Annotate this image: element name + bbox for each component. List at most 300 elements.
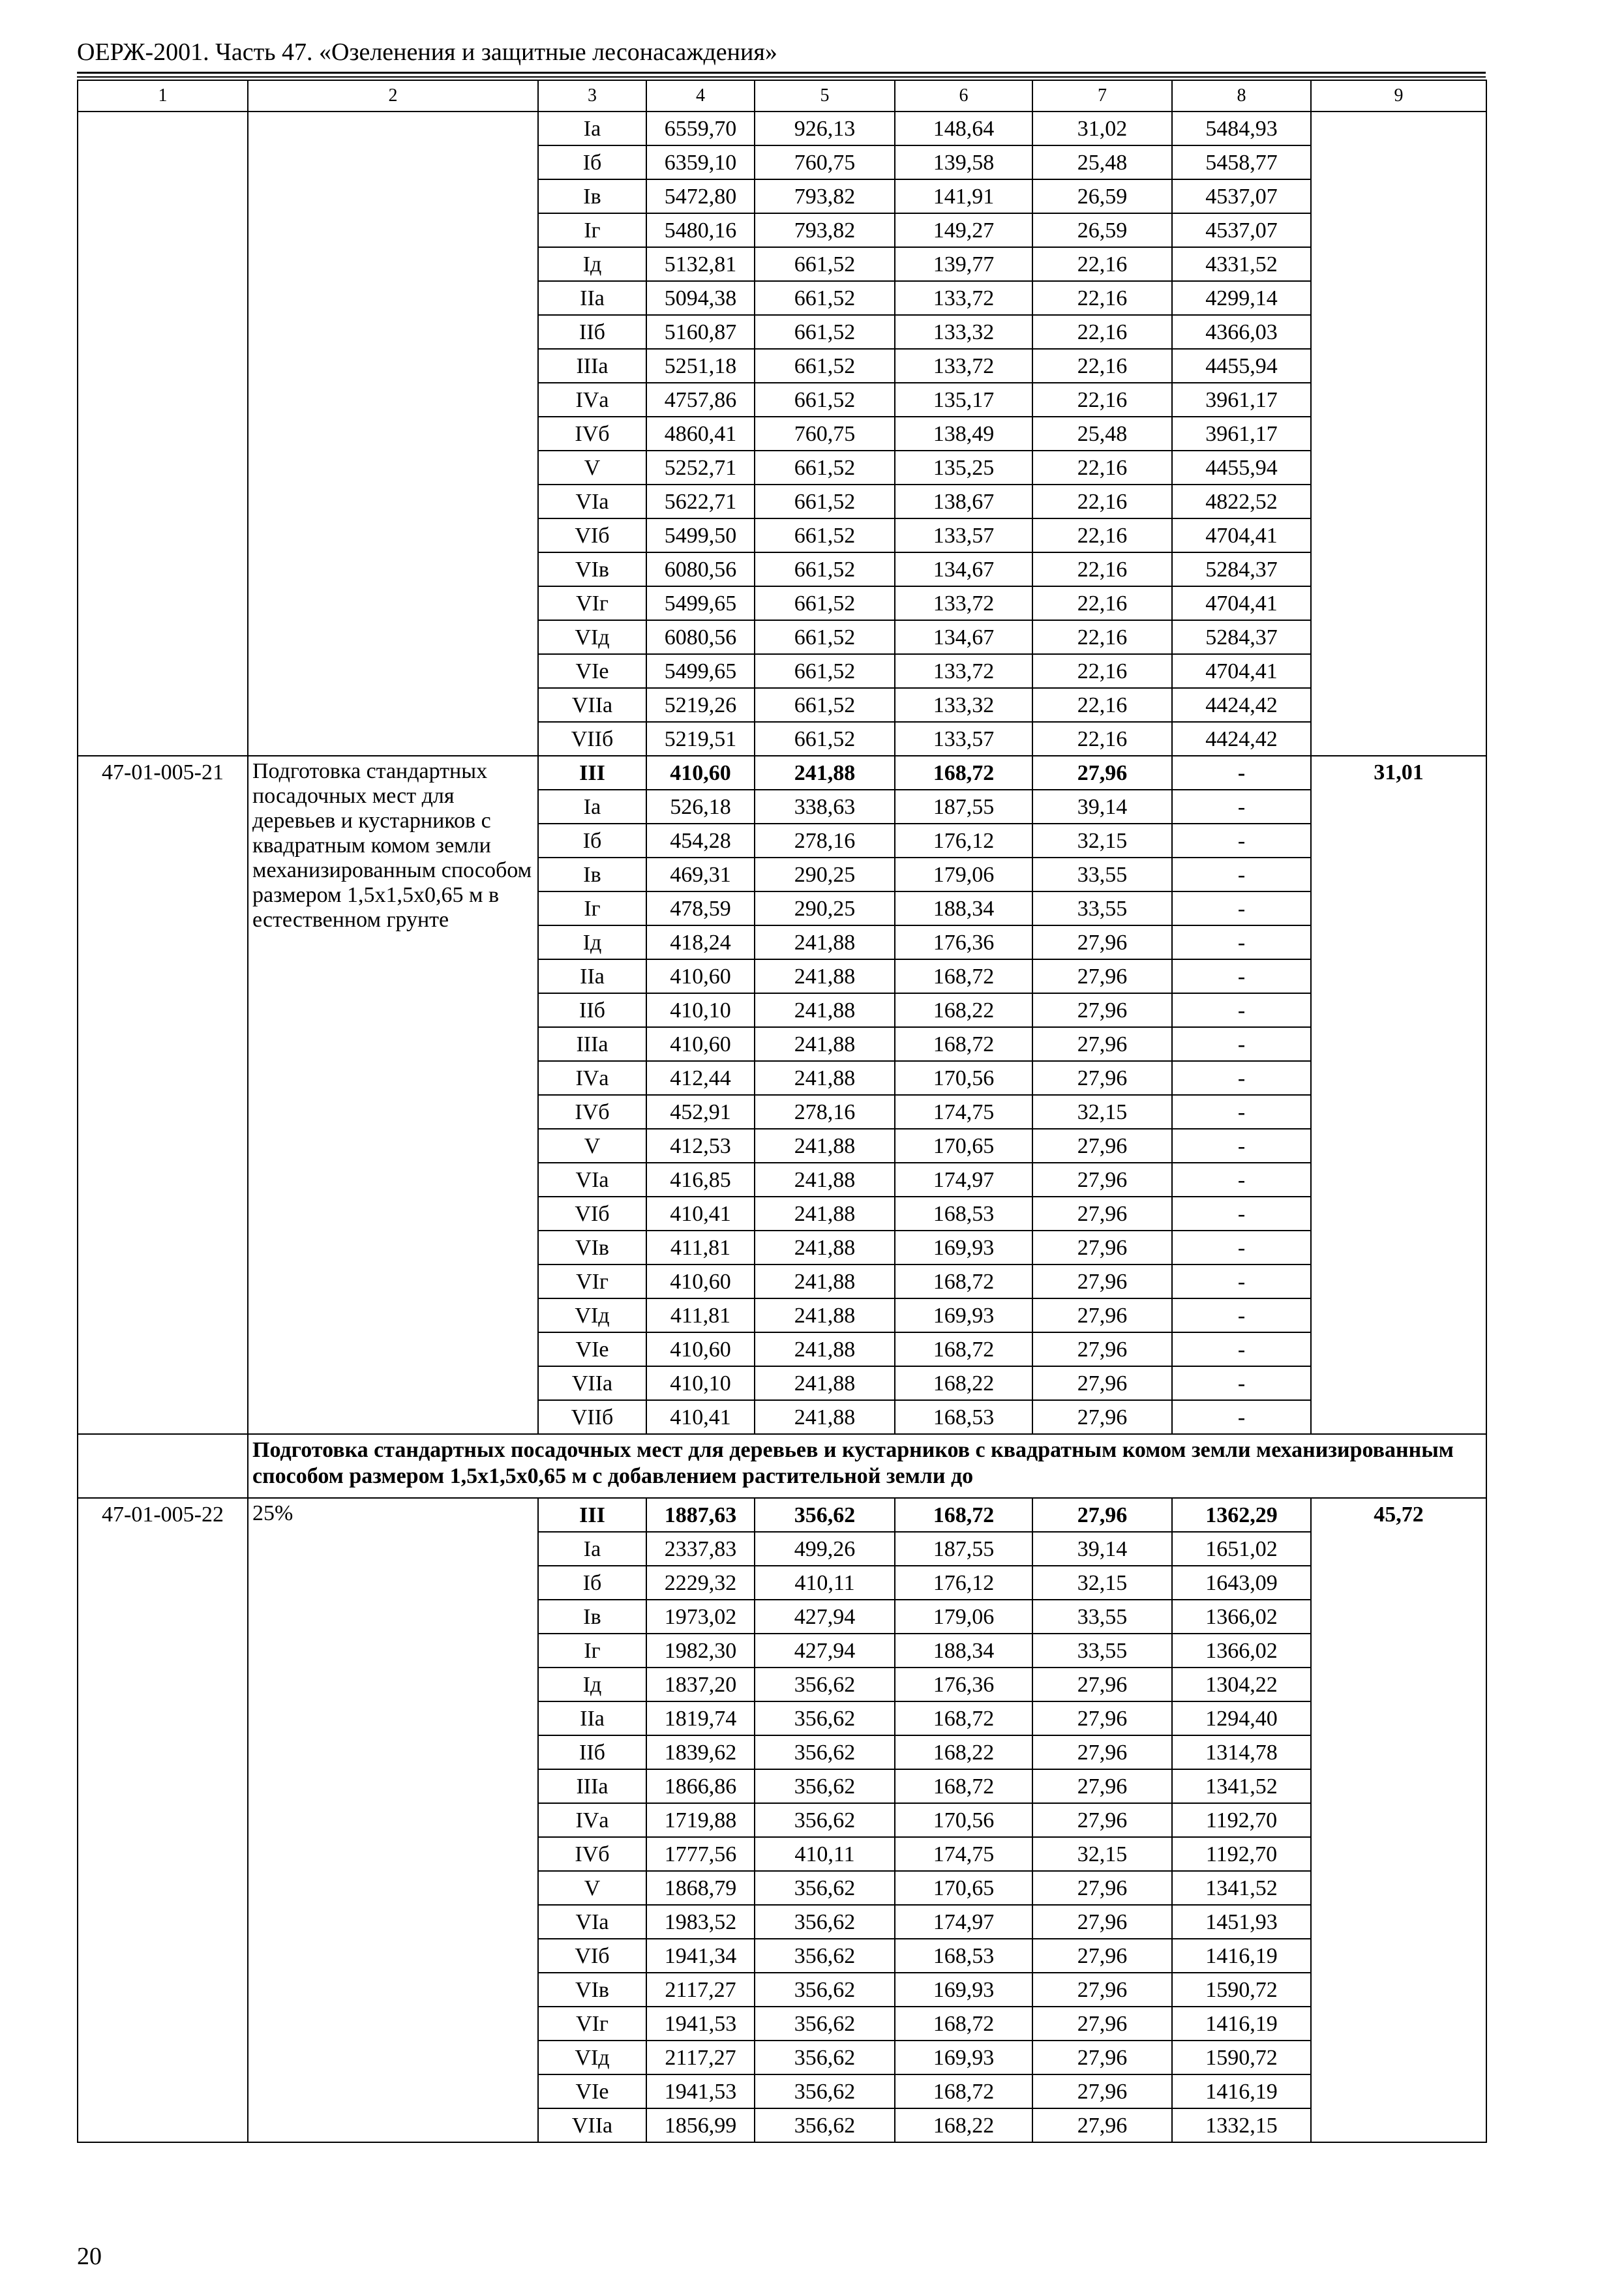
material-cost-cell: 5484,93	[1172, 112, 1311, 145]
direct-cost-cell: 5219,26	[646, 688, 755, 722]
zone-cell: Iа	[538, 1532, 646, 1566]
machinist-wage-cell: 27,96	[1032, 1129, 1172, 1163]
material-cost-cell: 1590,72	[1172, 2041, 1311, 2074]
wage-cell: 410,11	[755, 1837, 895, 1871]
machine-cost-cell: 148,64	[895, 112, 1032, 145]
machinist-wage-cell: 33,55	[1032, 1600, 1172, 1634]
direct-cost-cell: 6559,70	[646, 112, 755, 145]
zone-cell: IIа	[538, 959, 646, 993]
machinist-wage-cell: 27,96	[1032, 1163, 1172, 1197]
machine-cost-cell: 168,22	[895, 2108, 1032, 2142]
machine-cost-cell: 168,22	[895, 1366, 1032, 1400]
section-spacer	[78, 1434, 248, 1498]
wage-cell: 356,62	[755, 1498, 895, 1532]
wage-cell: 356,62	[755, 1939, 895, 1973]
wage-cell: 661,52	[755, 281, 895, 315]
direct-cost-cell: 2117,27	[646, 2041, 755, 2074]
zone-cell: Iг	[538, 1634, 646, 1668]
direct-cost-cell: 5499,50	[646, 518, 755, 552]
machine-cost-cell: 168,72	[895, 1701, 1032, 1735]
item-code: 47-01-005-21	[78, 756, 248, 1434]
material-cost-cell: 4704,41	[1172, 518, 1311, 552]
zone-cell: V	[538, 1871, 646, 1905]
zone-cell: Iб	[538, 1566, 646, 1600]
wage-cell: 241,88	[755, 1231, 895, 1264]
machinist-wage-cell: 22,16	[1032, 620, 1172, 654]
machinist-wage-cell: 27,96	[1032, 1973, 1172, 2007]
machine-cost-cell: 174,75	[895, 1095, 1032, 1129]
wage-cell: 661,52	[755, 451, 895, 485]
material-cost-cell: 1643,09	[1172, 1566, 1311, 1600]
zone-cell: IIб	[538, 1735, 646, 1769]
zone-cell: VIIа	[538, 1366, 646, 1400]
section-heading-row	[78, 1434, 1486, 1498]
machine-cost-cell: 133,72	[895, 586, 1032, 620]
zone-cell: VIIа	[538, 688, 646, 722]
zone-cell: IIIа	[538, 1769, 646, 1803]
machine-cost-cell: 133,32	[895, 315, 1032, 349]
material-cost-cell: -	[1172, 1197, 1311, 1231]
machinist-wage-cell: 27,96	[1032, 1061, 1172, 1095]
wage-cell: 356,62	[755, 2108, 895, 2142]
wage-cell: 760,75	[755, 145, 895, 179]
direct-cost-cell: 411,81	[646, 1298, 755, 1332]
machine-cost-cell: 135,25	[895, 451, 1032, 485]
machinist-wage-cell: 27,96	[1032, 1769, 1172, 1803]
zone-cell: VIд	[538, 1298, 646, 1332]
wage-cell: 793,82	[755, 213, 895, 247]
material-cost-cell: -	[1172, 790, 1311, 824]
column-number: 5	[755, 80, 895, 112]
direct-cost-cell: 1887,63	[646, 1498, 755, 1532]
direct-cost-cell: 6359,10	[646, 145, 755, 179]
machinist-wage-cell: 27,96	[1032, 1264, 1172, 1298]
machine-cost-cell: 138,49	[895, 417, 1032, 451]
column-number: 8	[1172, 80, 1311, 112]
machine-cost-cell: 168,72	[895, 1027, 1032, 1061]
direct-cost-cell: 5132,81	[646, 247, 755, 281]
machine-cost-cell: 168,72	[895, 2074, 1032, 2108]
wage-cell: 241,88	[755, 1366, 895, 1400]
wage-cell: 290,25	[755, 858, 895, 891]
material-cost-cell: -	[1172, 1231, 1311, 1264]
zone-cell: VIа	[538, 1905, 646, 1939]
wage-cell: 241,88	[755, 1264, 895, 1298]
material-cost-cell: 1341,52	[1172, 1769, 1311, 1803]
machinist-wage-cell: 27,96	[1032, 993, 1172, 1027]
machinist-wage-cell: 25,48	[1032, 417, 1172, 451]
wage-cell: 356,62	[755, 1769, 895, 1803]
direct-cost-cell: 410,10	[646, 1366, 755, 1400]
machine-cost-cell: 170,56	[895, 1061, 1032, 1095]
direct-cost-cell: 5160,87	[646, 315, 755, 349]
machine-cost-cell: 168,53	[895, 1400, 1032, 1434]
zone-cell: Iд	[538, 1668, 646, 1701]
zone-cell: Iв	[538, 858, 646, 891]
wage-cell: 241,88	[755, 959, 895, 993]
material-cost-cell: 1366,02	[1172, 1634, 1311, 1668]
direct-cost-cell: 5499,65	[646, 654, 755, 688]
zone-cell: VIг	[538, 2007, 646, 2041]
material-cost-cell: -	[1172, 756, 1311, 790]
direct-cost-cell: 416,85	[646, 1163, 755, 1197]
machinist-wage-cell: 32,15	[1032, 1095, 1172, 1129]
zone-cell: VIб	[538, 1197, 646, 1231]
zone-cell: VIе	[538, 2074, 646, 2108]
material-cost-cell: 3961,17	[1172, 383, 1311, 417]
zone-cell: VIа	[538, 1163, 646, 1197]
material-cost-cell: 5284,37	[1172, 620, 1311, 654]
machine-cost-cell: 139,77	[895, 247, 1032, 281]
direct-cost-cell: 410,60	[646, 1027, 755, 1061]
machine-cost-cell: 168,22	[895, 993, 1032, 1027]
machinist-wage-cell: 27,96	[1032, 1939, 1172, 1973]
material-cost-cell: -	[1172, 1163, 1311, 1197]
machine-cost-cell: 168,72	[895, 1264, 1032, 1298]
zone-cell: Iд	[538, 247, 646, 281]
material-cost-cell: 3961,17	[1172, 417, 1311, 451]
direct-cost-cell: 410,10	[646, 993, 755, 1027]
material-cost-cell: 1304,22	[1172, 1668, 1311, 1701]
direct-cost-cell: 1856,99	[646, 2108, 755, 2142]
wage-cell: 661,52	[755, 383, 895, 417]
zone-cell: Iв	[538, 1600, 646, 1634]
wage-cell: 661,52	[755, 247, 895, 281]
direct-cost-cell: 478,59	[646, 891, 755, 925]
direct-cost-cell: 2337,83	[646, 1532, 755, 1566]
wage-cell: 661,52	[755, 315, 895, 349]
machine-cost-cell: 169,93	[895, 1231, 1032, 1264]
machine-cost-cell: 133,72	[895, 281, 1032, 315]
material-cost-cell: 4455,94	[1172, 349, 1311, 383]
zone-cell: Iг	[538, 213, 646, 247]
wage-cell: 661,52	[755, 620, 895, 654]
machinist-wage-cell: 22,16	[1032, 281, 1172, 315]
machine-cost-cell: 169,93	[895, 2041, 1032, 2074]
machinist-wage-cell: 22,16	[1032, 451, 1172, 485]
column-number: 9	[1311, 80, 1486, 112]
wage-cell: 661,52	[755, 722, 895, 756]
wage-cell: 241,88	[755, 1163, 895, 1197]
direct-cost-cell: 1973,02	[646, 1600, 755, 1634]
zone-cell: VIб	[538, 518, 646, 552]
machinist-wage-cell: 27,96	[1032, 1400, 1172, 1434]
material-cost-cell: 4537,07	[1172, 179, 1311, 213]
machinist-wage-cell: 26,59	[1032, 179, 1172, 213]
direct-cost-cell: 2229,32	[646, 1566, 755, 1600]
machine-cost-cell: 187,55	[895, 790, 1032, 824]
material-cost-cell: -	[1172, 1095, 1311, 1129]
direct-cost-cell: 1941,53	[646, 2007, 755, 2041]
material-cost-cell: 1341,52	[1172, 1871, 1311, 1905]
wage-cell: 427,94	[755, 1634, 895, 1668]
machinist-wage-cell: 32,15	[1032, 1837, 1172, 1871]
direct-cost-cell: 5251,18	[646, 349, 755, 383]
direct-cost-cell: 1777,56	[646, 1837, 755, 1871]
zone-cell: IIIа	[538, 349, 646, 383]
machinist-wage-cell: 25,48	[1032, 145, 1172, 179]
machine-cost-cell: 134,67	[895, 620, 1032, 654]
material-cost-cell: 1314,78	[1172, 1735, 1311, 1769]
wage-cell: 338,63	[755, 790, 895, 824]
zone-cell: VIв	[538, 1973, 646, 2007]
wage-cell: 241,88	[755, 1332, 895, 1366]
zone-cell: IIб	[538, 993, 646, 1027]
machinist-wage-cell: 22,16	[1032, 485, 1172, 518]
direct-cost-cell: 6080,56	[646, 620, 755, 654]
item-description: Подготовка стандартных посадочных мест для деревьев и кустарников с квадратным комом земли механизированным способом размером 1,5х1,5х0,65 м в естественном грунте	[248, 756, 538, 1434]
item-description: 25%	[248, 1498, 538, 2142]
wage-cell: 241,88	[755, 1400, 895, 1434]
machinist-wage-cell: 27,96	[1032, 1701, 1172, 1735]
wage-cell: 356,62	[755, 2074, 895, 2108]
item-code: 47-01-005-22	[78, 1498, 248, 2142]
machinist-wage-cell: 27,96	[1032, 1668, 1172, 1701]
machinist-wage-cell: 22,16	[1032, 247, 1172, 281]
machine-cost-cell: 168,72	[895, 1332, 1032, 1366]
material-cost-cell: 1416,19	[1172, 2074, 1311, 2108]
column-number: 3	[538, 80, 646, 112]
direct-cost-cell: 1941,34	[646, 1939, 755, 1973]
zone-cell: IVа	[538, 383, 646, 417]
zone-cell: VIг	[538, 586, 646, 620]
wage-cell: 661,52	[755, 349, 895, 383]
table-row	[78, 756, 1486, 790]
material-cost-cell: 1590,72	[1172, 1973, 1311, 2007]
direct-cost-cell: 5219,51	[646, 722, 755, 756]
column-number: 2	[248, 80, 538, 112]
machine-cost-cell: 135,17	[895, 383, 1032, 417]
direct-cost-cell: 1719,88	[646, 1803, 755, 1837]
zone-cell: IIб	[538, 315, 646, 349]
wage-cell: 661,52	[755, 485, 895, 518]
machine-cost-cell: 168,72	[895, 959, 1032, 993]
wage-cell: 278,16	[755, 824, 895, 858]
machinist-wage-cell: 27,96	[1032, 1231, 1172, 1264]
section-heading: Подготовка стандартных посадочных мест для деревьев и кустарников с квадратным комом земли механизированным способом размером 1,5х1,5х0,65 м с добавлением растительной земли до	[248, 1434, 1486, 1498]
machine-cost-cell: 138,67	[895, 485, 1032, 518]
header-rule-thick	[77, 72, 1486, 74]
material-cost-cell: 1192,70	[1172, 1837, 1311, 1871]
direct-cost-cell: 412,44	[646, 1061, 755, 1095]
machinist-wage-cell: 22,16	[1032, 722, 1172, 756]
zone-cell: Iд	[538, 925, 646, 959]
labor-cost-cell: 45,72	[1311, 1498, 1486, 2142]
direct-cost-cell: 1983,52	[646, 1905, 755, 1939]
material-cost-cell: 5458,77	[1172, 145, 1311, 179]
direct-cost-cell: 412,53	[646, 1129, 755, 1163]
machine-cost-cell: 174,97	[895, 1905, 1032, 1939]
machinist-wage-cell: 27,96	[1032, 1871, 1172, 1905]
machine-cost-cell: 168,72	[895, 756, 1032, 790]
direct-cost-cell: 1868,79	[646, 1871, 755, 1905]
zone-cell: IIа	[538, 1701, 646, 1735]
material-cost-cell: -	[1172, 993, 1311, 1027]
machine-cost-cell: 133,57	[895, 722, 1032, 756]
machine-cost-cell: 170,65	[895, 1871, 1032, 1905]
wage-cell: 661,52	[755, 552, 895, 586]
direct-cost-cell: 5472,80	[646, 179, 755, 213]
material-cost-cell: -	[1172, 1366, 1311, 1400]
zone-cell: VIIб	[538, 1400, 646, 1434]
machinist-wage-cell: 27,96	[1032, 1332, 1172, 1366]
material-cost-cell: -	[1172, 1264, 1311, 1298]
wage-cell: 661,52	[755, 688, 895, 722]
zone-cell: V	[538, 451, 646, 485]
material-cost-cell: 4331,52	[1172, 247, 1311, 281]
material-cost-cell: 1362,29	[1172, 1498, 1311, 1532]
machinist-wage-cell: 33,55	[1032, 1634, 1172, 1668]
wage-cell: 499,26	[755, 1532, 895, 1566]
wage-cell: 793,82	[755, 179, 895, 213]
machine-cost-cell: 174,75	[895, 1837, 1032, 1871]
machinist-wage-cell: 22,16	[1032, 518, 1172, 552]
machine-cost-cell: 133,72	[895, 349, 1032, 383]
machine-cost-cell: 176,12	[895, 1566, 1032, 1600]
direct-cost-cell: 6080,56	[646, 552, 755, 586]
machine-cost-cell: 168,72	[895, 1498, 1032, 1532]
material-cost-cell: -	[1172, 925, 1311, 959]
machine-cost-cell: 170,56	[895, 1803, 1032, 1837]
zone-cell: VIе	[538, 654, 646, 688]
zone-cell: Iв	[538, 179, 646, 213]
wage-cell: 241,88	[755, 1129, 895, 1163]
zone-cell: VIд	[538, 2041, 646, 2074]
zone-cell: VIг	[538, 1264, 646, 1298]
machinist-wage-cell: 22,16	[1032, 349, 1172, 383]
machine-cost-cell: 149,27	[895, 213, 1032, 247]
machinist-wage-cell: 39,14	[1032, 1532, 1172, 1566]
zone-cell: Iа	[538, 790, 646, 824]
wage-cell: 241,88	[755, 756, 895, 790]
material-cost-cell: 1192,70	[1172, 1803, 1311, 1837]
zone-cell: V	[538, 1129, 646, 1163]
wage-cell: 760,75	[755, 417, 895, 451]
zone-cell: IVа	[538, 1803, 646, 1837]
table-row	[78, 1498, 1486, 1532]
zone-cell: Iа	[538, 112, 646, 145]
material-cost-cell: 4455,94	[1172, 451, 1311, 485]
direct-cost-cell: 1982,30	[646, 1634, 755, 1668]
zone-cell: VIе	[538, 1332, 646, 1366]
wage-cell: 356,62	[755, 1871, 895, 1905]
machinist-wage-cell: 27,96	[1032, 1027, 1172, 1061]
direct-cost-cell: 410,60	[646, 1264, 755, 1298]
machinist-wage-cell: 27,96	[1032, 925, 1172, 959]
material-cost-cell: -	[1172, 858, 1311, 891]
column-number: 6	[895, 80, 1032, 112]
machine-cost-cell: 168,22	[895, 1735, 1032, 1769]
wage-cell: 427,94	[755, 1600, 895, 1634]
wage-cell: 356,62	[755, 1973, 895, 2007]
material-cost-cell: -	[1172, 824, 1311, 858]
machinist-wage-cell: 27,96	[1032, 2041, 1172, 2074]
machine-cost-cell: 179,06	[895, 1600, 1032, 1634]
direct-cost-cell: 4860,41	[646, 417, 755, 451]
machinist-wage-cell: 32,15	[1032, 824, 1172, 858]
machine-cost-cell: 134,67	[895, 552, 1032, 586]
item-description	[248, 112, 538, 756]
direct-cost-cell: 410,41	[646, 1197, 755, 1231]
zone-cell: III	[538, 756, 646, 790]
wage-cell: 241,88	[755, 993, 895, 1027]
machine-cost-cell: 176,12	[895, 824, 1032, 858]
direct-cost-cell: 5252,71	[646, 451, 755, 485]
machinist-wage-cell: 27,96	[1032, 2074, 1172, 2108]
machinist-wage-cell: 27,96	[1032, 1298, 1172, 1332]
material-cost-cell: 4424,42	[1172, 722, 1311, 756]
material-cost-cell: -	[1172, 959, 1311, 993]
machinist-wage-cell: 26,59	[1032, 213, 1172, 247]
direct-cost-cell: 410,60	[646, 959, 755, 993]
direct-cost-cell: 1837,20	[646, 1668, 755, 1701]
wage-cell: 241,88	[755, 1027, 895, 1061]
machinist-wage-cell: 27,96	[1032, 1735, 1172, 1769]
direct-cost-cell: 411,81	[646, 1231, 755, 1264]
machine-cost-cell: 188,34	[895, 891, 1032, 925]
zone-cell: VIа	[538, 485, 646, 518]
column-number-row	[78, 80, 1486, 112]
machine-cost-cell: 176,36	[895, 1668, 1032, 1701]
machine-cost-cell: 187,55	[895, 1532, 1032, 1566]
machine-cost-cell: 179,06	[895, 858, 1032, 891]
zone-cell: IVа	[538, 1061, 646, 1095]
column-number: 7	[1032, 80, 1172, 112]
wage-cell: 241,88	[755, 1298, 895, 1332]
machinist-wage-cell: 22,16	[1032, 552, 1172, 586]
material-cost-cell: -	[1172, 1027, 1311, 1061]
machinist-wage-cell: 27,96	[1032, 1366, 1172, 1400]
material-cost-cell: -	[1172, 1061, 1311, 1095]
wage-cell: 241,88	[755, 925, 895, 959]
direct-cost-cell: 410,41	[646, 1400, 755, 1434]
labor-cost-cell	[1311, 112, 1486, 756]
machinist-wage-cell: 22,16	[1032, 383, 1172, 417]
material-cost-cell: 4704,41	[1172, 654, 1311, 688]
zone-cell: IIIа	[538, 1027, 646, 1061]
wage-cell: 356,62	[755, 1735, 895, 1769]
machinist-wage-cell: 27,96	[1032, 1197, 1172, 1231]
machinist-wage-cell: 27,96	[1032, 1803, 1172, 1837]
direct-cost-cell: 410,60	[646, 1332, 755, 1366]
machinist-wage-cell: 32,15	[1032, 1566, 1172, 1600]
direct-cost-cell: 454,28	[646, 824, 755, 858]
material-cost-cell: 4704,41	[1172, 586, 1311, 620]
wage-cell: 356,62	[755, 2007, 895, 2041]
zone-cell: VIIб	[538, 722, 646, 756]
direct-cost-cell: 4757,86	[646, 383, 755, 417]
header-rule-thin	[77, 76, 1486, 78]
zone-cell: IVб	[538, 1095, 646, 1129]
direct-cost-cell: 418,24	[646, 925, 755, 959]
machine-cost-cell: 176,36	[895, 925, 1032, 959]
column-number: 4	[646, 80, 755, 112]
machine-cost-cell: 174,97	[895, 1163, 1032, 1197]
material-cost-cell: -	[1172, 1332, 1311, 1366]
zone-cell: VIд	[538, 620, 646, 654]
column-number: 1	[78, 80, 248, 112]
machinist-wage-cell: 31,02	[1032, 112, 1172, 145]
machinist-wage-cell: 27,96	[1032, 959, 1172, 993]
direct-cost-cell: 5499,65	[646, 586, 755, 620]
material-cost-cell: 1332,15	[1172, 2108, 1311, 2142]
wage-cell: 926,13	[755, 112, 895, 145]
wage-cell: 241,88	[755, 1197, 895, 1231]
machine-cost-cell: 133,32	[895, 688, 1032, 722]
machine-cost-cell: 168,53	[895, 1197, 1032, 1231]
material-cost-cell: 4366,03	[1172, 315, 1311, 349]
zone-cell: IIа	[538, 281, 646, 315]
